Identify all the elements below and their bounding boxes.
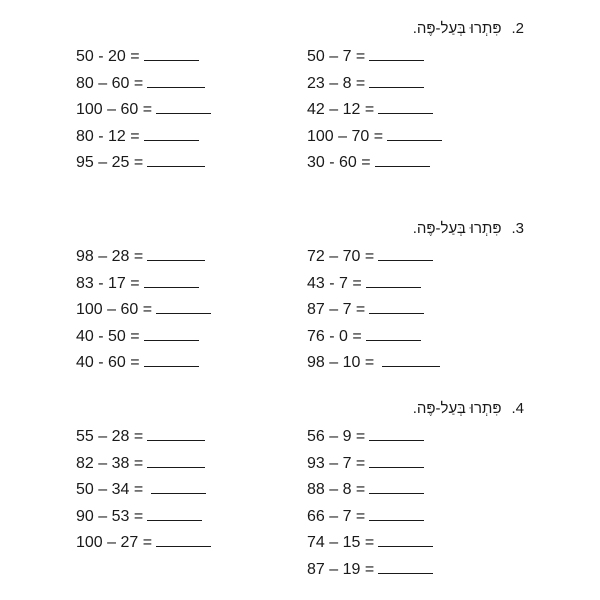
problem-row	[76, 150, 211, 177]
problem-row	[76, 244, 211, 271]
problem-equation: 100 – 60 =	[76, 301, 153, 318]
problem-row	[307, 530, 433, 557]
problem-row	[76, 477, 211, 504]
answer-blank[interactable]	[144, 46, 199, 61]
problem-row	[307, 424, 433, 451]
problem-row	[76, 124, 211, 151]
answer-blank[interactable]	[369, 73, 424, 88]
answer-blank[interactable]	[151, 479, 206, 494]
problem-row	[307, 150, 442, 177]
exercise-4-number: 4.	[511, 400, 524, 417]
problem-equation: 50 – 7 =	[307, 48, 366, 65]
problem-row	[307, 350, 440, 377]
problem-equation: 95 – 25 =	[76, 154, 144, 171]
problem-equation: 76 ‐ 0 =	[307, 327, 362, 345]
problem-equation: 80 – 60 =	[76, 74, 144, 92]
problem-equation: 74 – 15 =	[307, 534, 375, 551]
problem-equation: 55 – 28 =	[76, 428, 144, 445]
problem-row	[307, 297, 440, 324]
problem-equation: 87 – 19 =	[307, 560, 375, 578]
problem-equation: 80 ‐ 12 =	[76, 127, 140, 145]
answer-blank[interactable]	[156, 99, 211, 114]
answer-blank[interactable]	[366, 273, 421, 288]
answer-blank[interactable]	[378, 532, 433, 547]
problem-row	[307, 244, 440, 271]
problem-equation: 90 – 53 =	[76, 507, 144, 525]
answer-blank[interactable]	[144, 126, 199, 141]
answer-blank[interactable]	[147, 506, 202, 521]
problem-equation: 66 – 7 =	[307, 507, 366, 525]
exercise-2-title	[413, 20, 524, 37]
problem-row	[307, 97, 442, 124]
answer-blank[interactable]	[382, 352, 440, 367]
problem-row	[307, 504, 433, 531]
exercise-2-left-column	[76, 44, 211, 177]
problem-equation: 40 ‐ 60 =	[76, 354, 140, 371]
exercise-3-right-column	[307, 244, 440, 377]
problem-row	[307, 124, 442, 151]
problem-row	[307, 271, 440, 298]
answer-blank[interactable]	[375, 152, 430, 167]
problem-row	[307, 477, 433, 504]
answer-blank[interactable]	[147, 453, 205, 468]
exercise-4-instruction: פִּתְרוּ בְּעַל-פֶּה.	[412, 400, 502, 417]
problem-equation: 87 – 7 =	[307, 301, 366, 318]
problem-row	[76, 350, 211, 377]
answer-blank[interactable]	[144, 326, 199, 341]
problem-equation: 30 ‐ 60 =	[307, 154, 371, 171]
problem-equation: 98 – 10 =	[307, 354, 375, 371]
problem-equation: 56 – 9 =	[307, 428, 366, 445]
problem-row	[307, 557, 433, 584]
answer-blank[interactable]	[147, 73, 205, 88]
problem-equation: 43 ‐ 7 =	[307, 274, 362, 292]
answer-blank[interactable]	[156, 532, 211, 547]
answer-blank[interactable]	[147, 246, 205, 261]
problem-equation: 40 ‐ 50 =	[76, 327, 140, 345]
problem-equation: 83 ‐ 17 =	[76, 274, 140, 292]
exercise-3-number: 3.	[511, 220, 524, 237]
problem-row	[307, 324, 440, 351]
problem-row	[307, 451, 433, 478]
answer-blank[interactable]	[378, 246, 433, 261]
problem-equation: 82 – 38 =	[76, 454, 144, 472]
problem-row	[76, 504, 211, 531]
answer-blank[interactable]	[147, 426, 205, 441]
exercise-2-instruction: פִּתְרוּ בְּעַל-פֶּה.	[412, 20, 502, 37]
answer-blank[interactable]	[144, 352, 199, 367]
exercise-3-instruction: פִּתְרוּ בְּעַל-פֶּה.	[412, 220, 502, 237]
answer-blank[interactable]	[387, 126, 442, 141]
problem-row	[76, 71, 211, 98]
problem-equation: 100 – 27 =	[76, 534, 153, 551]
answer-blank[interactable]	[369, 479, 424, 494]
exercise-3-title	[413, 220, 524, 237]
answer-blank[interactable]	[378, 559, 433, 574]
answer-blank[interactable]	[366, 326, 421, 341]
problem-row	[76, 424, 211, 451]
problem-row	[76, 44, 211, 71]
problem-equation: 42 – 12 =	[307, 101, 375, 118]
problem-row	[76, 271, 211, 298]
problem-equation: 72 – 70 =	[307, 248, 375, 265]
exercise-4-title	[413, 400, 524, 417]
exercise-2-right-column	[307, 44, 442, 177]
answer-blank[interactable]	[369, 299, 424, 314]
problem-row	[307, 71, 442, 98]
problem-equation: 50 – 34 =	[76, 481, 144, 498]
answer-blank[interactable]	[369, 506, 424, 521]
answer-blank[interactable]	[147, 152, 205, 167]
problem-equation: 93 – 7 =	[307, 454, 366, 472]
problem-row	[76, 297, 211, 324]
answer-blank[interactable]	[378, 99, 433, 114]
problem-equation: 23 – 8 =	[307, 74, 366, 92]
problem-row	[76, 97, 211, 124]
problem-row	[76, 324, 211, 351]
problem-equation: 100 – 70 =	[307, 127, 384, 145]
problem-equation: 98 – 28 =	[76, 248, 144, 265]
exercise-3-left-column	[76, 244, 211, 377]
answer-blank[interactable]	[144, 273, 199, 288]
problem-row	[76, 451, 211, 478]
exercise-4-right-column	[307, 424, 433, 583]
answer-blank[interactable]	[369, 453, 424, 468]
answer-blank[interactable]	[156, 299, 211, 314]
problem-equation: 88 – 8 =	[307, 481, 366, 498]
answer-blank[interactable]	[369, 426, 424, 441]
problem-equation: 100 – 60 =	[76, 101, 153, 118]
answer-blank[interactable]	[369, 46, 424, 61]
problem-row	[307, 44, 442, 71]
problem-equation: 50 ‐ 20 =	[76, 48, 140, 65]
exercise-2-number: 2.	[511, 20, 524, 37]
exercise-4-left-column	[76, 424, 211, 557]
problem-row	[76, 530, 211, 557]
